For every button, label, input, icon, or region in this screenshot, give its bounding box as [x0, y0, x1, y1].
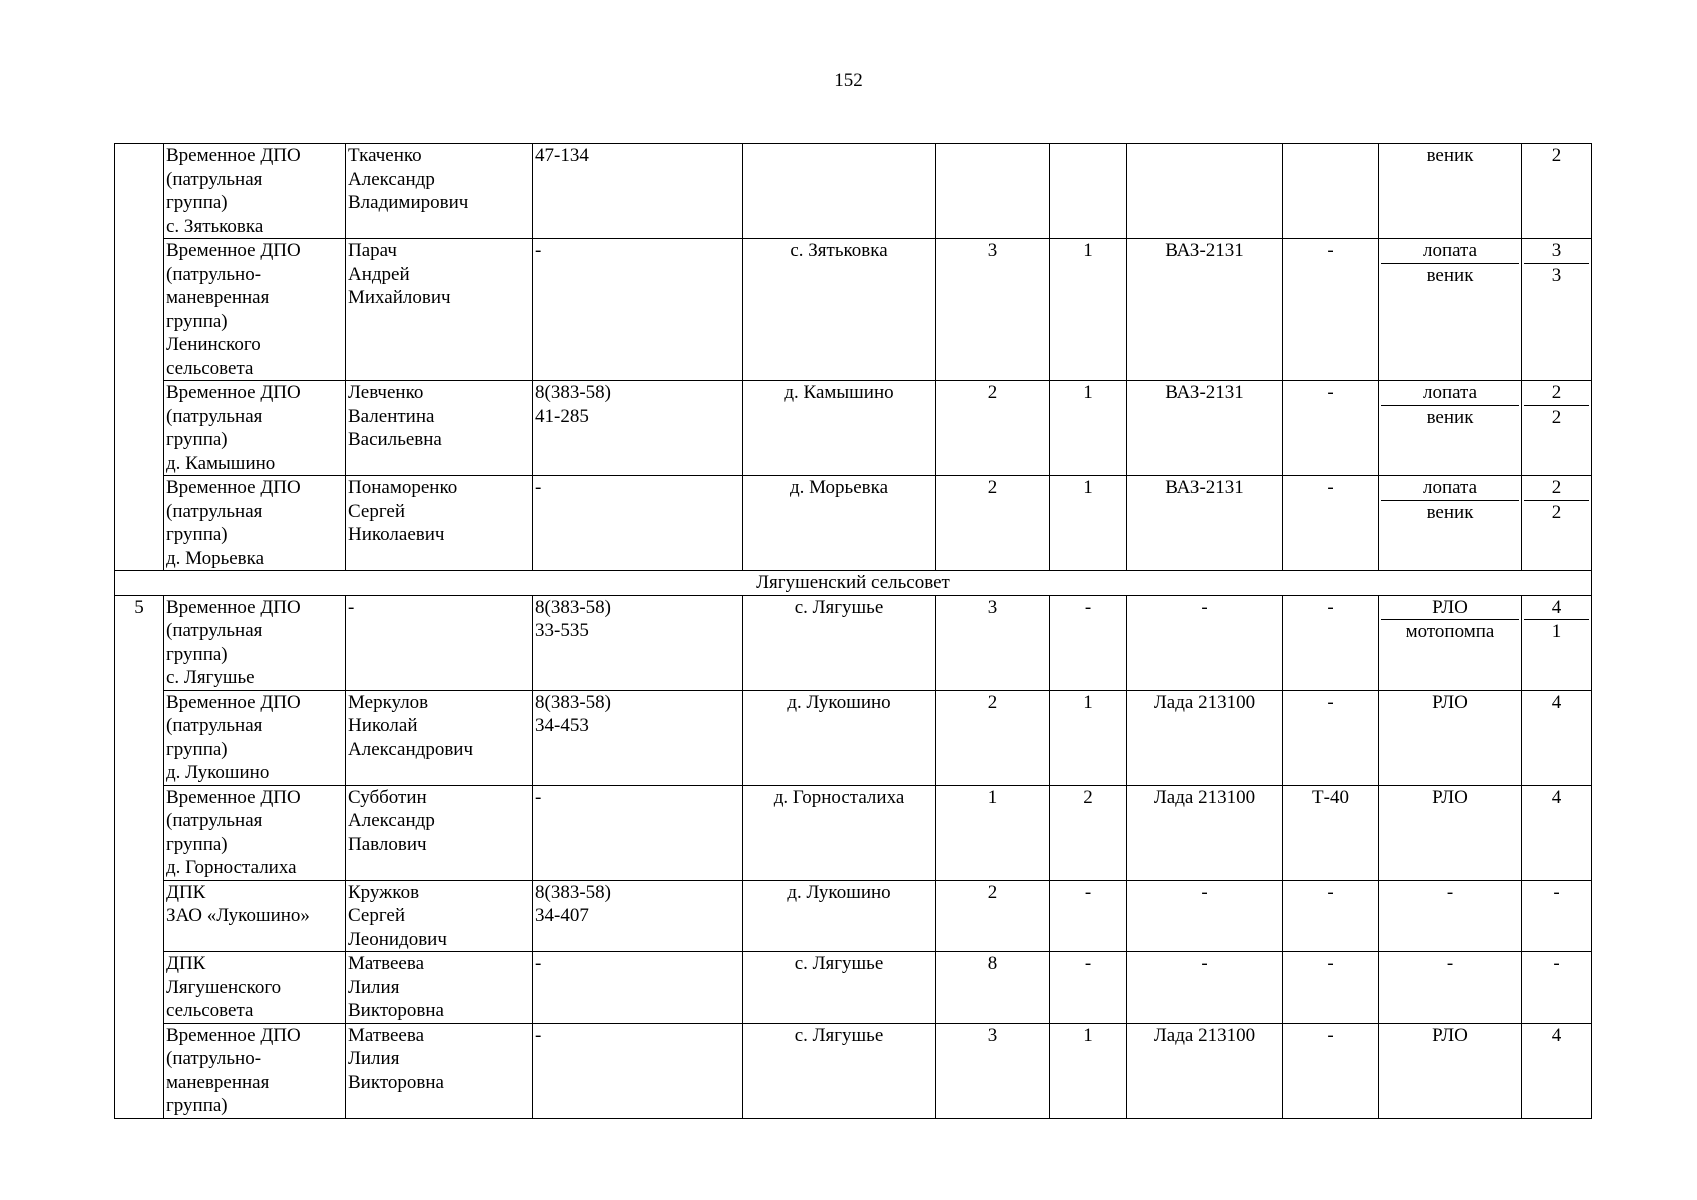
equipment-item: мотопомпа: [1381, 619, 1519, 644]
vehicle-count: 1: [1050, 239, 1127, 381]
equipment-qty: [1522, 952, 1592, 1024]
table-row: [115, 690, 1592, 785]
unit-name: ДПК Лягушенского сельсовета: [164, 952, 346, 1024]
phone: -: [533, 952, 743, 1024]
phone: 8(383-58) 41-285: [533, 381, 743, 476]
location: [743, 144, 936, 239]
equipment-qty-item: 3: [1551, 240, 1562, 261]
location: с. Лягушье: [743, 1023, 936, 1118]
section-row: [115, 571, 1592, 596]
equipment-item: РЛО: [1432, 786, 1468, 808]
unit-head: Матвеева Лилия Викторовна: [346, 1023, 533, 1118]
phone: 8(383-58) 34-407: [533, 880, 743, 952]
equipment-qty-item: 4: [1551, 691, 1562, 713]
equipment-item: лопата: [1422, 240, 1478, 261]
table-row: [115, 952, 1592, 1024]
unit-head: Ткаченко Александр Владимирович: [346, 144, 533, 239]
car-model: Лада 213100: [1127, 690, 1283, 785]
tractor-model: Т-40: [1283, 785, 1379, 880]
equipment-qty-item: 3: [1524, 263, 1589, 288]
people-count: 3: [936, 1023, 1050, 1118]
tractor-model: -: [1283, 476, 1379, 571]
row-number: 5: [115, 595, 164, 1118]
vehicle-count: 1: [1050, 476, 1127, 571]
table-row: [115, 476, 1592, 571]
unit-head: Матвеева Лилия Викторовна: [346, 952, 533, 1024]
equipment: [1379, 595, 1522, 690]
unit-head: -: [346, 595, 533, 690]
tractor-model: [1283, 144, 1379, 239]
unit-head: Парач Андрей Михайлович: [346, 239, 533, 381]
equipment-item: -: [1446, 953, 1454, 974]
tractor-model: -: [1283, 690, 1379, 785]
equipment-qty: [1522, 239, 1592, 381]
location: с. Лягушье: [743, 595, 936, 690]
unit-name: Временное ДПО (патрульная группа) д. Горносталиха: [164, 785, 346, 880]
table-body-section: [115, 571, 1592, 596]
location: д. Морьевка: [743, 476, 936, 571]
equipment: [1379, 880, 1522, 952]
table-row: [115, 595, 1592, 690]
car-model: -: [1127, 952, 1283, 1024]
location: д. Горносталиха: [743, 785, 936, 880]
people-count: 2: [936, 476, 1050, 571]
table-body-upper: [115, 144, 1592, 571]
car-model: -: [1127, 880, 1283, 952]
phone: -: [533, 476, 743, 571]
table-row: [115, 880, 1592, 952]
tractor-model: -: [1283, 952, 1379, 1024]
equipment-qty: [1522, 880, 1592, 952]
equipment-qty: [1522, 785, 1592, 880]
equipment: [1379, 690, 1522, 785]
people-count: 2: [936, 690, 1050, 785]
phone: -: [533, 239, 743, 381]
car-model: [1127, 144, 1283, 239]
equipment-item: -: [1446, 881, 1454, 903]
equipment-item: РЛО: [1432, 596, 1468, 618]
car-model: Лада 213100: [1127, 1023, 1283, 1118]
location: с. Зятьковка: [743, 239, 936, 381]
equipment-qty-item: 1: [1524, 619, 1589, 644]
equipment-qty: [1522, 381, 1592, 476]
unit-name: Временное ДПО (патрульно- маневренная группа): [164, 1023, 346, 1118]
equipment: [1379, 144, 1522, 239]
equipment-item: лопата: [1422, 477, 1478, 498]
page-number: 152: [834, 70, 863, 91]
equipment-item: лопата: [1422, 382, 1478, 403]
vehicle-count: 1: [1050, 1023, 1127, 1118]
location: с. Лягушье: [743, 952, 936, 1024]
vehicle-count: 1: [1050, 690, 1127, 785]
equipment-qty-item: 2: [1524, 500, 1589, 525]
equipment-item: РЛО: [1432, 691, 1468, 713]
unit-name: Временное ДПО (патрульно- маневренная группа) Ленинского сельсовета: [164, 239, 346, 381]
equipment-qty: [1522, 1023, 1592, 1118]
table-row: [115, 785, 1592, 880]
location: д. Лукошино: [743, 880, 936, 952]
equipment-item: веник: [1381, 500, 1519, 525]
unit-name: Временное ДПО (патрульная группа) с. Лягушье: [164, 595, 346, 690]
unit-head: Кружков Сергей Леонидович: [346, 880, 533, 952]
unit-head: Меркулов Николай Александрович: [346, 690, 533, 785]
equipment-item: РЛО: [1432, 1024, 1468, 1046]
table-body-lower: [115, 595, 1592, 1118]
section-title: Лягушенский сельсовет: [115, 571, 1592, 596]
equipment: [1379, 381, 1522, 476]
tractor-model: -: [1283, 239, 1379, 381]
table-row: [115, 239, 1592, 381]
people-count: 1: [936, 785, 1050, 880]
unit-name: Временное ДПО (патрульная группа) д. Камышино: [164, 381, 346, 476]
equipment-item: веник: [1381, 263, 1519, 288]
unit-head: Понаморенко Сергей Николаевич: [346, 476, 533, 571]
equipment-qty: [1522, 690, 1592, 785]
unit-name: ДПК ЗАО «Лукошино»: [164, 880, 346, 952]
unit-name: Временное ДПО (патрульная группа) д. Морьевка: [164, 476, 346, 571]
people-count: 2: [936, 880, 1050, 952]
location: д. Камышино: [743, 381, 936, 476]
vehicle-count: 2: [1050, 785, 1127, 880]
people-count: 3: [936, 595, 1050, 690]
tractor-model: -: [1283, 1023, 1379, 1118]
equipment-qty-item: 4: [1551, 596, 1562, 618]
vehicle-count: [1050, 144, 1127, 239]
row-number: [115, 144, 164, 571]
people-count: 3: [936, 239, 1050, 381]
unit-head: Левченко Валентина Васильевна: [346, 381, 533, 476]
table-row: [115, 144, 1592, 239]
equipment: [1379, 952, 1522, 1024]
tractor-model: -: [1283, 595, 1379, 690]
equipment-qty-item: 2: [1551, 477, 1562, 498]
equipment-qty-item: 2: [1551, 145, 1562, 166]
equipment: [1379, 1023, 1522, 1118]
vehicle-count: -: [1050, 595, 1127, 690]
unit-name: Временное ДПО (патрульная группа) с. Зятьковка: [164, 144, 346, 239]
fire-units-table: [114, 143, 1592, 1119]
tractor-model: -: [1283, 381, 1379, 476]
equipment-qty-item: 2: [1551, 382, 1562, 403]
car-model: -: [1127, 595, 1283, 690]
car-model: ВАЗ-2131: [1127, 476, 1283, 571]
phone: -: [533, 785, 743, 880]
table-row: [115, 1023, 1592, 1118]
equipment-qty-item: 4: [1551, 1024, 1562, 1046]
equipment-qty-item: 4: [1551, 786, 1562, 808]
equipment-item: веник: [1426, 145, 1474, 166]
equipment-qty-item: -: [1553, 953, 1560, 974]
equipment-item: веник: [1381, 405, 1519, 430]
table-row: [115, 381, 1592, 476]
unit-name: Временное ДПО (патрульная группа) д. Лукошино: [164, 690, 346, 785]
equipment-qty-item: 2: [1524, 405, 1589, 430]
equipment-qty: [1522, 476, 1592, 571]
car-model: ВАЗ-2131: [1127, 381, 1283, 476]
phone: 47-134: [533, 144, 743, 239]
tractor-model: -: [1283, 880, 1379, 952]
unit-head: Субботин Александр Павлович: [346, 785, 533, 880]
car-model: ВАЗ-2131: [1127, 239, 1283, 381]
people-count: 2: [936, 381, 1050, 476]
equipment-qty-item: -: [1553, 881, 1560, 903]
equipment-qty: [1522, 595, 1592, 690]
car-model: Лада 213100: [1127, 785, 1283, 880]
vehicle-count: -: [1050, 880, 1127, 952]
equipment-qty: [1522, 144, 1592, 239]
people-count: [936, 144, 1050, 239]
vehicle-count: 1: [1050, 381, 1127, 476]
vehicle-count: -: [1050, 952, 1127, 1024]
phone: -: [533, 1023, 743, 1118]
equipment: [1379, 239, 1522, 381]
phone: 8(383-58) 34-453: [533, 690, 743, 785]
equipment: [1379, 476, 1522, 571]
equipment: [1379, 785, 1522, 880]
people-count: 8: [936, 952, 1050, 1024]
phone: 8(383-58) 33-535: [533, 595, 743, 690]
location: д. Лукошино: [743, 690, 936, 785]
